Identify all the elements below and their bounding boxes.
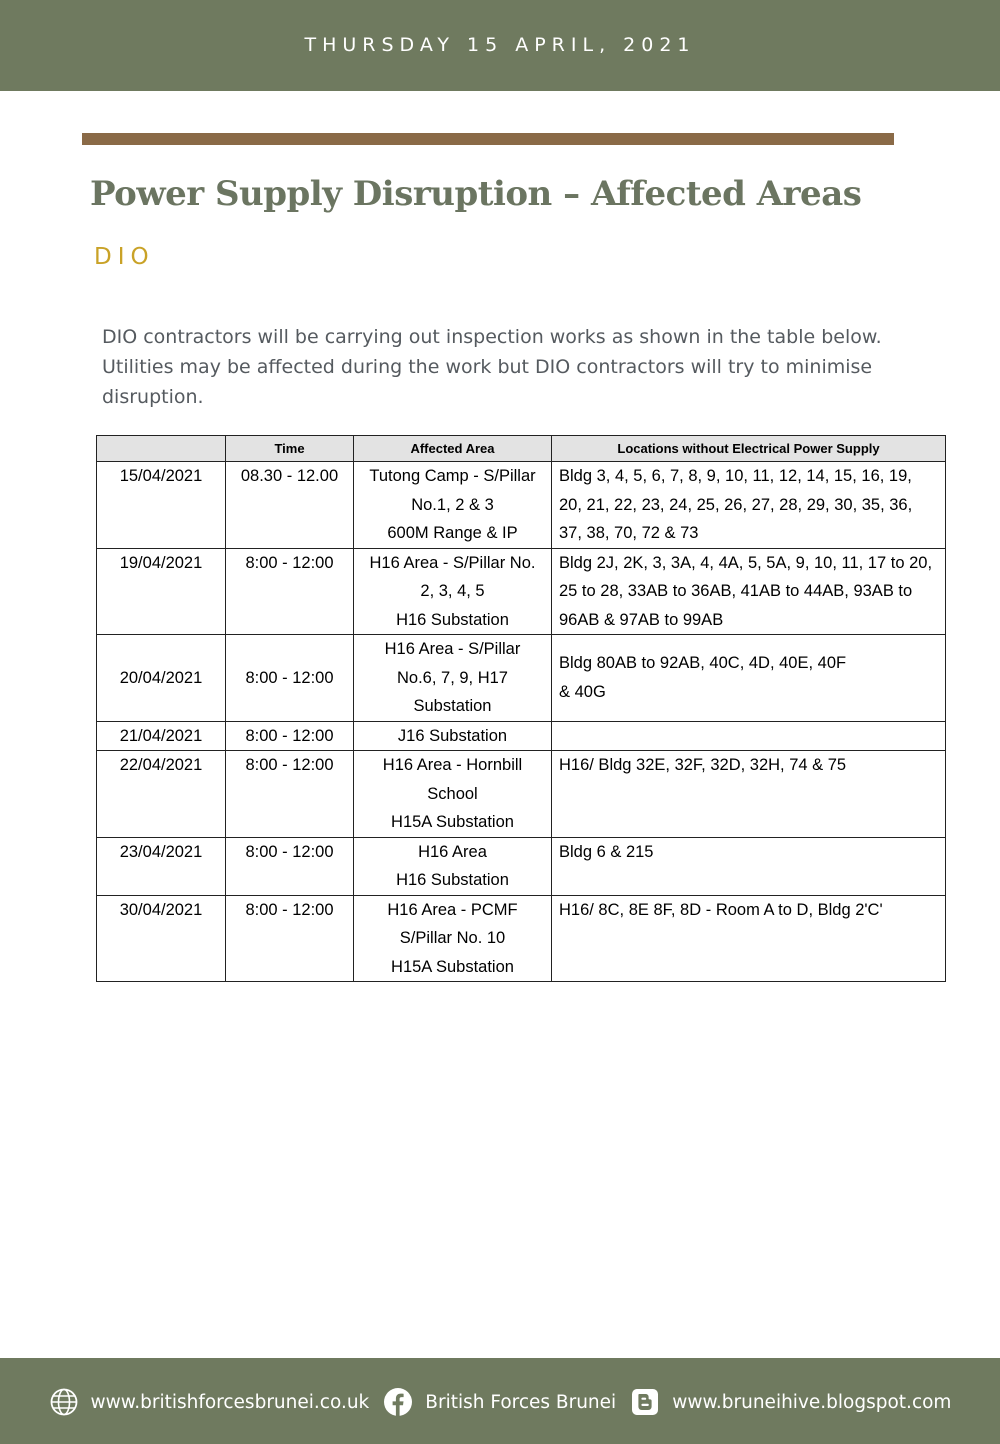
row-time: 8:00 - 12:00: [226, 548, 354, 635]
row-locations: Bldg 2J, 2K, 3, 3A, 4, 4A, 5, 5A, 9, 10, 11, 17 to 20, 25 to 28, 33AB to 36AB, 41AB to 44AB, 93AB to 96AB & 97AB to 99AB: [552, 548, 946, 635]
facebook-icon: [383, 1387, 413, 1417]
locations-text: Bldg 80AB to 92AB, 40C, 4D, 40E, 40F & 40G: [559, 654, 847, 701]
article-intro: DIO contractors will be carrying out inspection works as shown in the table below. Utilities may be affected during the work but DIO contractors will try to minimise disruption.: [102, 326, 882, 408]
issue-date: THURSDAY 15 APRIL, 2021: [304, 34, 696, 56]
table-row: [97, 635, 946, 722]
area-line: 600M Range & IP: [387, 524, 518, 542]
blog-text: www.bruneihive.blogspot.com: [672, 1391, 952, 1413]
area-line: No.6, 7, 9, H17: [397, 668, 508, 687]
article-organisation: DIO: [94, 244, 155, 270]
row-time: 8:00 - 12:00: [226, 895, 354, 982]
table-row: [97, 462, 946, 549]
header-band: [0, 0, 1000, 91]
row-area: [354, 462, 552, 549]
area-line: School: [427, 784, 478, 803]
row-date: 30/04/2021: [97, 895, 226, 982]
area-line: H16 Area - S/Pillar: [384, 640, 521, 658]
table-header-row: [97, 436, 946, 462]
table-row: [97, 895, 946, 982]
area-line: H16 Area - PCMF: [387, 900, 518, 919]
blogger-icon: [630, 1387, 660, 1417]
area-line: No.1, 2 & 3: [411, 495, 494, 514]
schedule-table: [96, 435, 946, 982]
row-locations: H16/ 8C, 8E 8F, 8D - Room A to D, Bldg 2'C': [552, 895, 946, 982]
website-link[interactable]: [49, 1387, 370, 1417]
area-line: Tutong Camp - S/Pillar: [369, 467, 536, 485]
table-row: [97, 548, 946, 635]
row-time: 8:00 - 12:00: [226, 837, 354, 895]
table-row: [97, 837, 946, 895]
blog-link[interactable]: [630, 1387, 951, 1417]
area-line: H16 Substation: [396, 610, 509, 629]
row-date: 20/04/2021: [97, 635, 226, 722]
row-area: [354, 635, 552, 722]
footer-links: [0, 1386, 1000, 1418]
row-area: [354, 895, 552, 982]
row-time: 08.30 - 12.00: [226, 462, 354, 549]
header-locations: Locations without Electrical Power Supply: [552, 436, 946, 462]
website-text: www.britishforcesbrunei.co.uk: [90, 1391, 370, 1413]
row-area: [354, 548, 552, 635]
row-area: [354, 837, 552, 895]
header-time: Time: [226, 436, 354, 462]
row-time: 8:00 - 12:00: [226, 635, 354, 722]
row-locations: H16/ Bldg 32E, 32F, 32D, 32H, 74 & 75: [552, 751, 946, 838]
area-line: H16 Area: [418, 842, 487, 861]
header-affected-area: Affected Area: [354, 436, 552, 462]
row-area: [354, 721, 552, 751]
area-line: Substation: [413, 697, 492, 715]
area-line: H15A Substation: [391, 813, 514, 831]
row-date: 23/04/2021: [97, 837, 226, 895]
facebook-text: British Forces Brunei: [425, 1391, 617, 1413]
globe-icon: [49, 1387, 79, 1417]
facebook-link[interactable]: [383, 1387, 616, 1417]
article-title: Power Supply Disruption – Affected Areas: [90, 174, 862, 214]
row-date: 19/04/2021: [97, 548, 226, 635]
area-line: H16 Area - Hornbill: [382, 756, 523, 774]
row-date: 15/04/2021: [97, 462, 226, 549]
row-time: 8:00 - 12:00: [226, 721, 354, 751]
divider-rule: [82, 133, 894, 145]
table-row: [97, 721, 946, 751]
row-locations: Bldg 6 & 215: [552, 837, 946, 895]
area-line: 2, 3, 4, 5: [420, 582, 485, 600]
area-line: H16 Substation: [396, 871, 509, 889]
row-locations: Bldg 3, 4, 5, 6, 7, 8, 9, 10, 11, 12, 14, 15, 16, 19, 20, 21, 22, 23, 24, 25, 26, 27, 28, 29, 30, 35, 36, 37, 38, 70, 72 & 73: [552, 462, 946, 549]
row-locations: [552, 721, 946, 751]
area-line: J16 Substation: [397, 726, 508, 745]
row-area: [354, 751, 552, 838]
area-line: H15A Substation: [391, 957, 514, 976]
row-date: 22/04/2021: [97, 751, 226, 838]
area-line: H16 Area - S/Pillar No.: [369, 553, 536, 572]
row-locations: [552, 635, 946, 722]
row-time: 8:00 - 12:00: [226, 751, 354, 838]
table-row: [97, 751, 946, 838]
area-line: S/Pillar No. 10: [399, 929, 506, 947]
row-date: 21/04/2021: [97, 721, 226, 751]
header-date: [97, 436, 226, 462]
